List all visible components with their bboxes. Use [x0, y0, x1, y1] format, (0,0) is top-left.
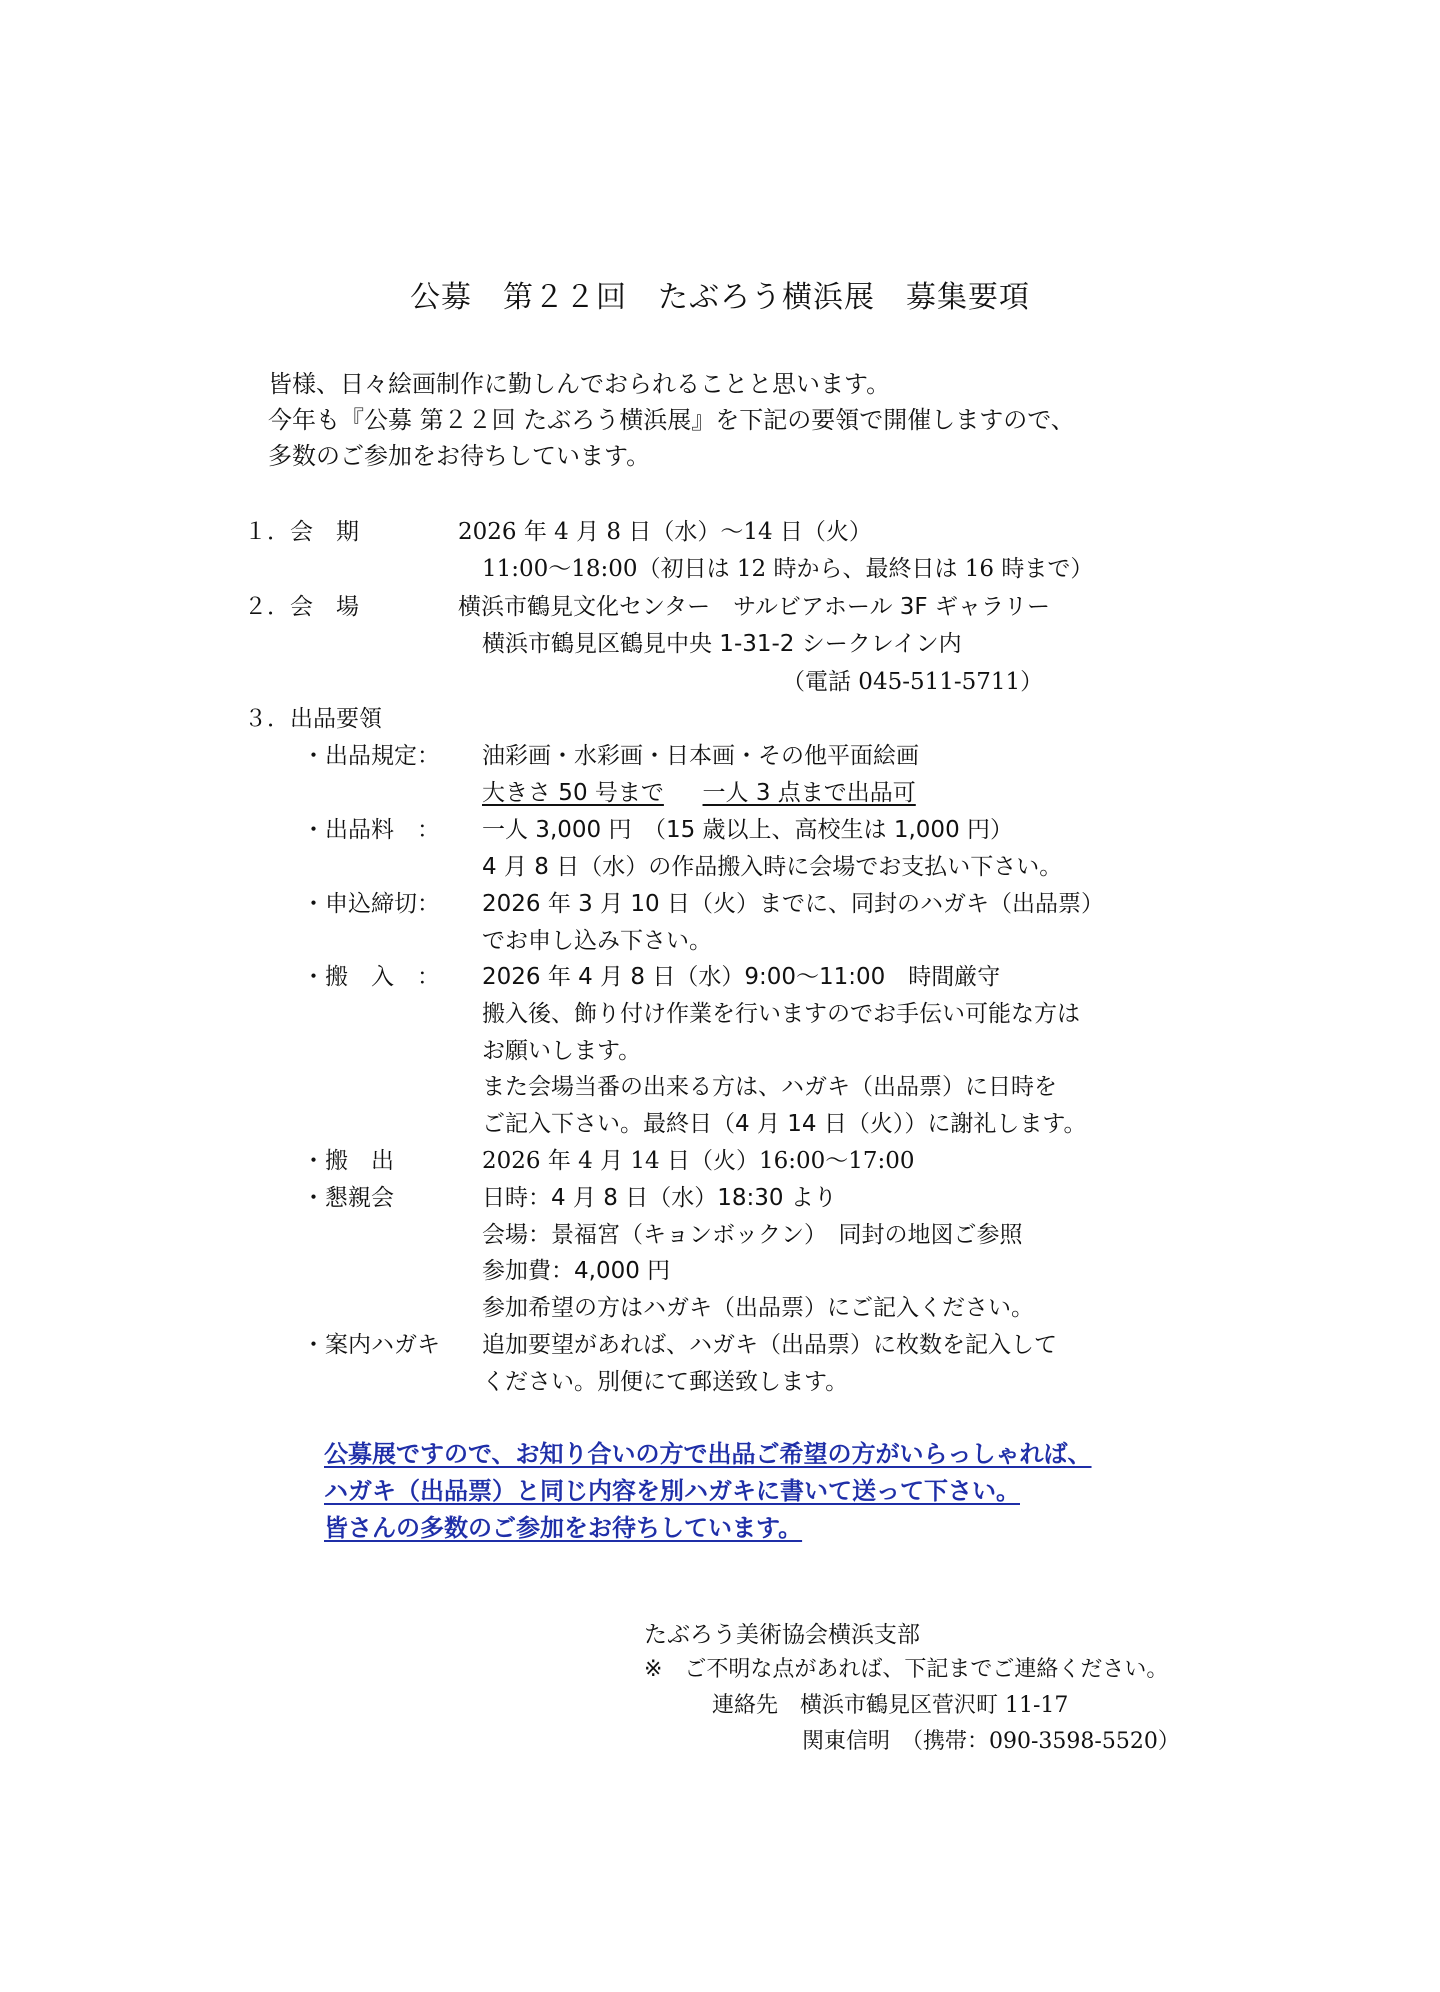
intro-line-2: 今年も『公募 第２２回 たぶろう横浜展』を下記の要領で開催しますので、	[268, 406, 1075, 434]
party-label: ・懇親会	[302, 1185, 394, 1211]
party-line-4: 参加希望の方はハガキ（出品票）にご記入ください。	[482, 1295, 1034, 1321]
notice-line-1: 公募展ですので、お知り合いの方で出品ご希望の方がいらっしゃれば、	[324, 1440, 1092, 1468]
rules-size	[482, 774, 916, 807]
notice-line-3: 皆さんの多数のご参加をお待ちしています。	[324, 1514, 803, 1542]
carryin-line-2: 搬入後、飾り付け作業を行いますのでお手伝い可能な方は	[482, 1001, 1080, 1027]
session-date: 2026 年 4 月 8 日（水）～14 日（火）	[458, 519, 872, 545]
venue-address: 横浜市鶴見区鶴見中央 1-31-2 シークレイン内	[482, 631, 962, 657]
carryout-label: ・搬 出	[302, 1148, 394, 1174]
page-title: 公募 第２２回 たぶろう横浜展 募集要項	[410, 280, 1030, 315]
contact-address: 連絡先 横浜市鶴見区菅沢町 11-17	[712, 1693, 1069, 1718]
rules-count-text: 一人 3 点まで出品可	[702, 780, 916, 806]
fee-line-2: 4 月 8 日（水）の作品搬入時に会場でお支払い下さい。	[482, 854, 1063, 880]
venue-phone: （電話 045-511-5711）	[782, 669, 1044, 695]
fee-label: ・出品料 ：	[302, 817, 440, 843]
notice-line-2: ハガキ（出品票）と同じ内容を別ハガキに書いて送って下さい。	[324, 1477, 1020, 1505]
contact-note: ※ ご不明な点があれば、下記までご連絡ください。	[644, 1657, 1169, 1682]
section1-label: １．会 期	[244, 519, 359, 545]
intro-line-1: 皆様、日々絵画制作に勤しんでおられることと思います。	[268, 370, 891, 398]
venue-name: 横浜市鶴見文化センター サルビアホール 3F ギャラリー	[458, 594, 1050, 620]
session-time: 11:00～18:00（初日は 12 時から、最終日は 16 時まで）	[482, 556, 1094, 582]
carryin-line-5: ご記入下さい。最終日（4 月 14 日（火））に謝礼します。	[482, 1111, 1087, 1137]
contact-person: 関東信明 （携帯：090-3598-5520）	[802, 1729, 1180, 1754]
rules-size-text: 大きさ 50 号まで	[482, 780, 664, 806]
rules-line-1: 油彩画・水彩画・日本画・その他平面絵画	[482, 743, 919, 769]
postcard-line-1: 追加要望があれば、ハガキ（出品票）に枚数を記入して	[482, 1332, 1057, 1358]
fee-line-1: 一人 3,000 円 （15 歳以上、高校生は 1,000 円）	[482, 817, 1014, 843]
carryin-line-3: お願いします。	[482, 1038, 642, 1064]
organization-name: たぶろう美術協会横浜支部	[644, 1622, 920, 1648]
intro-line-3: 多数のご参加をお待ちしています。	[268, 442, 651, 470]
deadline-label: ・申込締切：	[302, 891, 440, 917]
postcard-line-2: ください。別便にて郵送致します。	[482, 1369, 849, 1395]
party-line-2: 会場：景福宮（キョンボックン） 同封の地図ご参照	[482, 1222, 1023, 1248]
carryin-line-1: 2026 年 4 月 8 日（水）9:00～11:00 時間厳守	[482, 964, 1001, 990]
section2-label: ２．会 場	[244, 594, 359, 620]
section3-label: ３．出品要領	[244, 706, 382, 732]
party-line-1: 日時：4 月 8 日（水）18:30 より	[482, 1185, 837, 1211]
deadline-line-2: でお申し込み下さい。	[482, 928, 712, 954]
carryin-label: ・搬 入 ：	[302, 964, 440, 990]
party-line-3: 参加費：4,000 円	[482, 1258, 671, 1284]
rules-label: ・出品規定：	[302, 743, 440, 769]
deadline-line-1: 2026 年 3 月 10 日（火）までに、同封のハガキ（出品票）	[482, 891, 1104, 917]
carryin-line-4: また会場当番の出来る方は、ハガキ（出品票）に日時を	[482, 1074, 1057, 1100]
carryout-line-1: 2026 年 4 月 14 日（火）16:00～17:00	[482, 1148, 915, 1174]
postcard-label: ・案内ハガキ	[302, 1332, 440, 1358]
